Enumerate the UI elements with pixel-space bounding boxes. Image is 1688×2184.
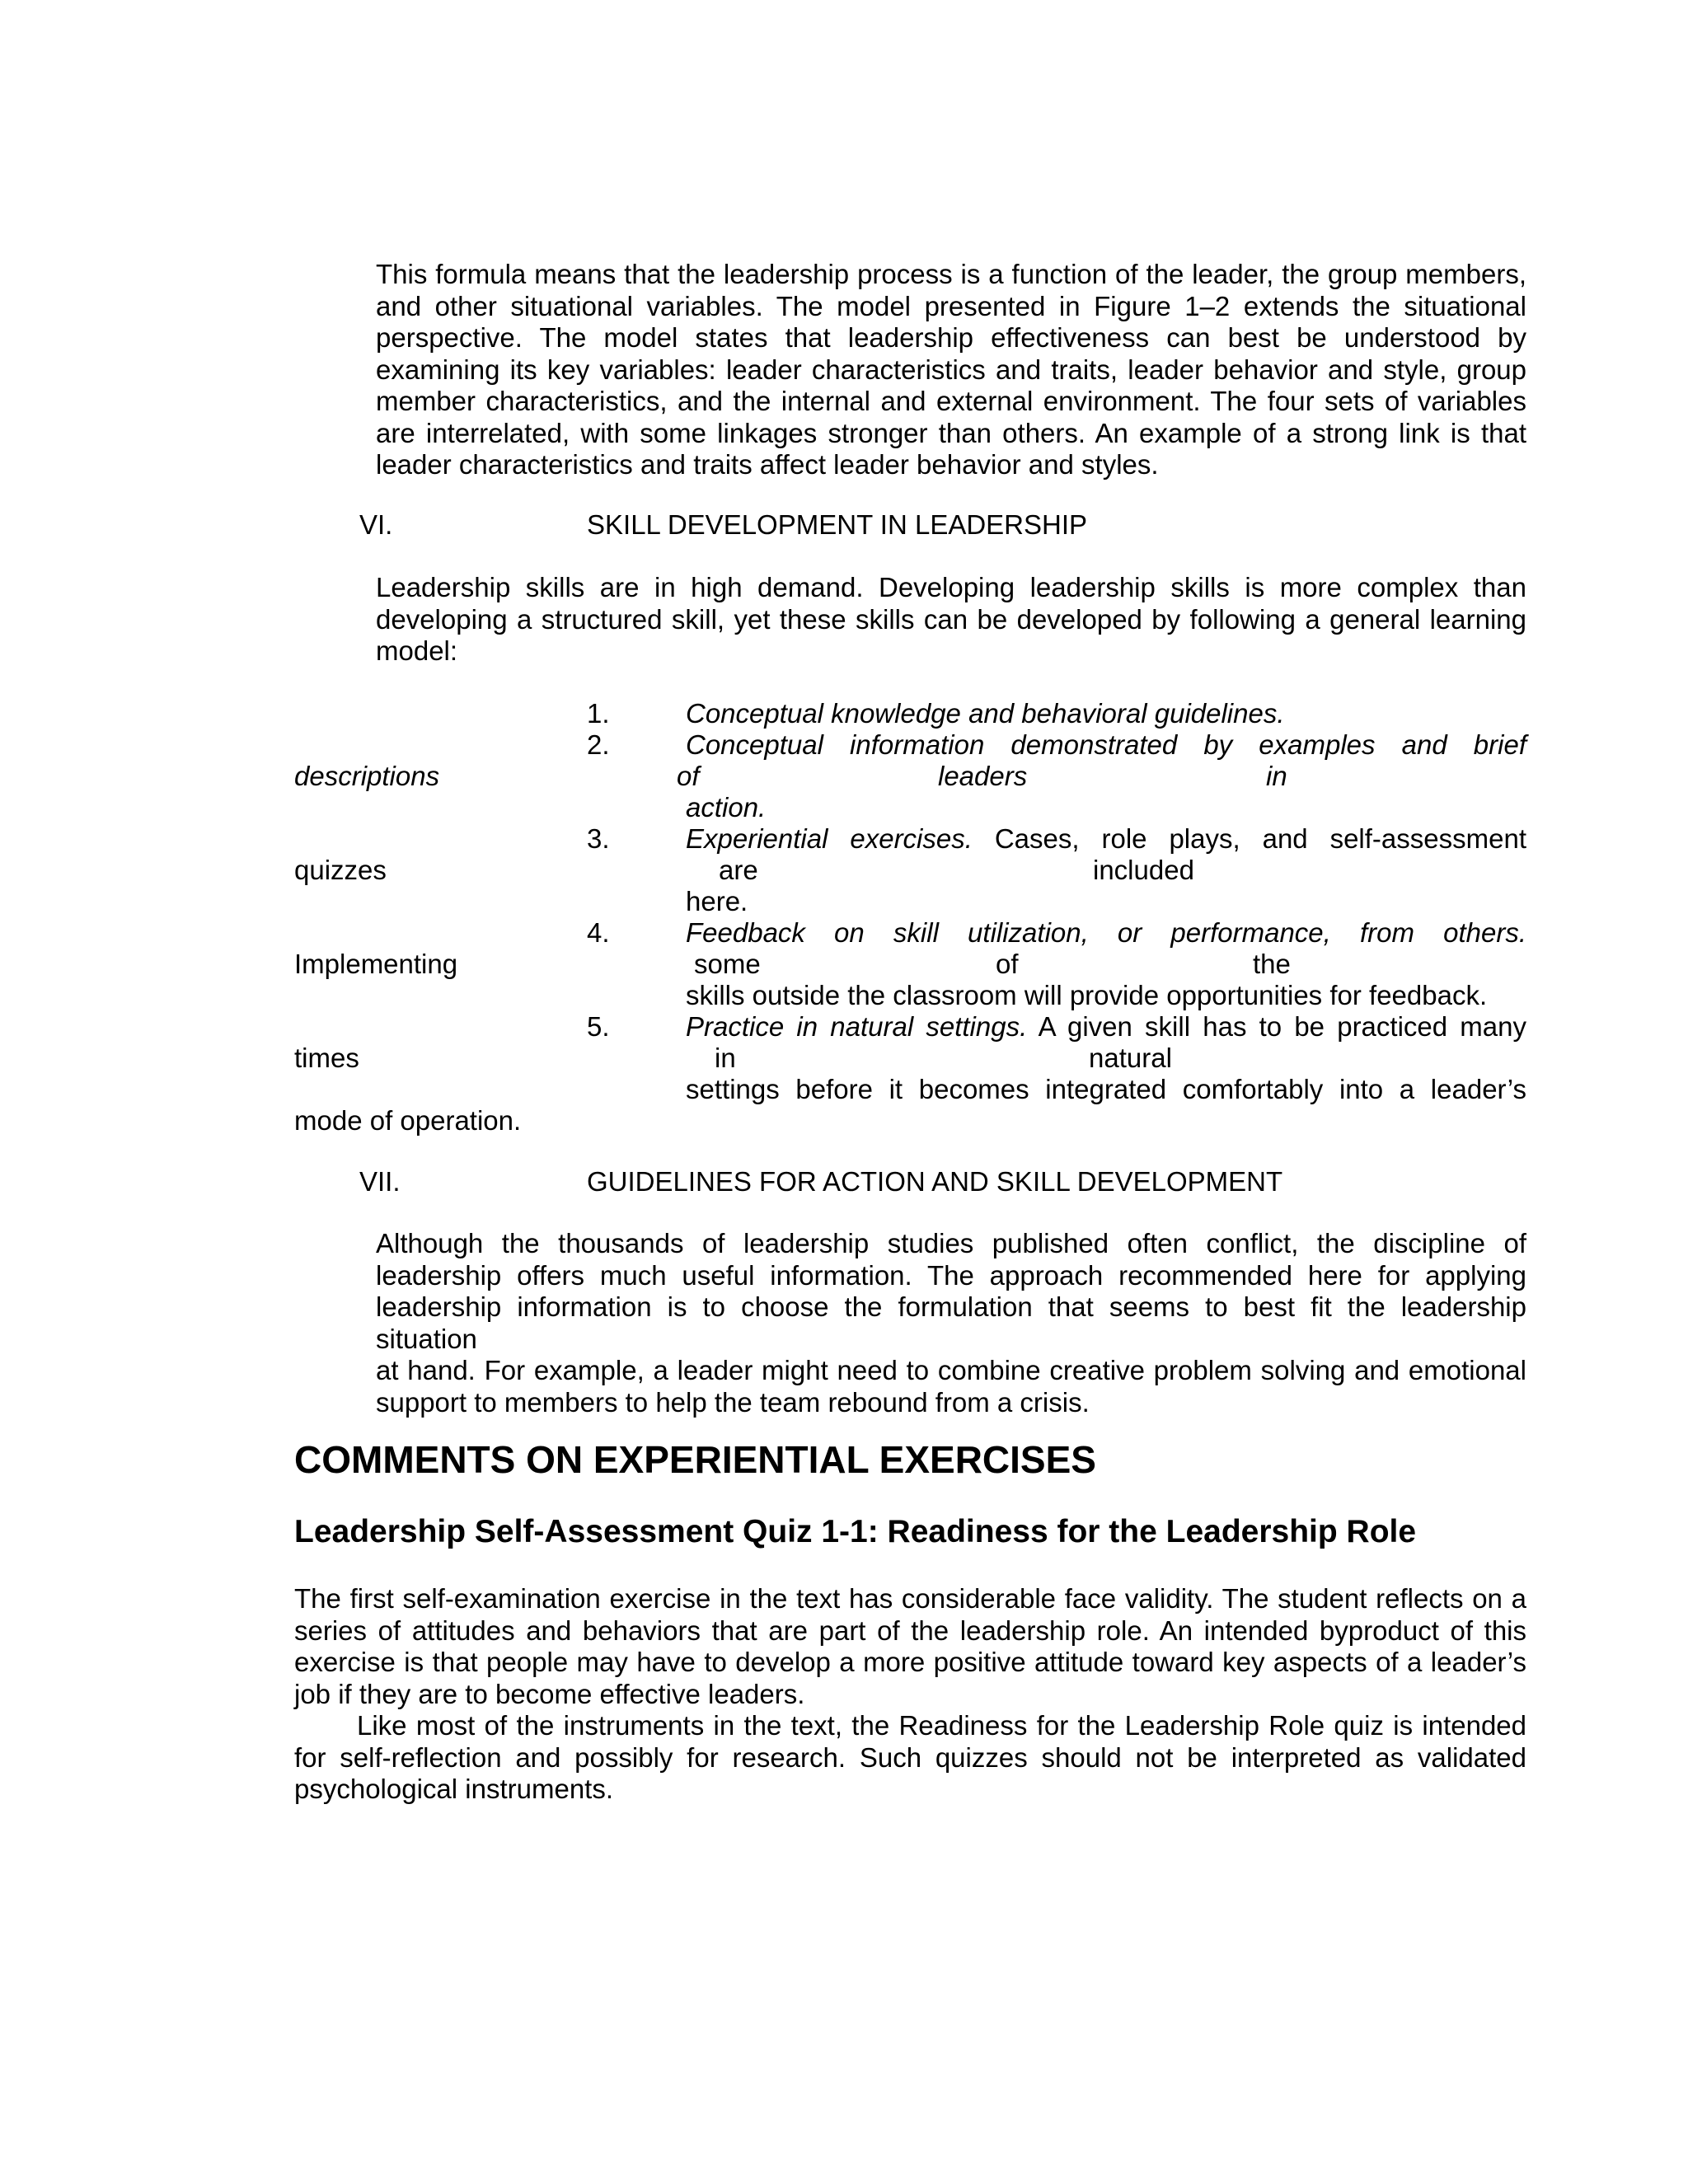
list-overflow-word: the (1253, 949, 1291, 979)
text-line: model: (376, 635, 458, 666)
text-line: leadership offers much useful information. The approach recommended here for applying (376, 1259, 1526, 1291)
list-number: 1. (587, 698, 610, 729)
list-continuation: action. (686, 792, 767, 823)
list-item-rest: Cases, role plays, and self-assessment (972, 823, 1526, 854)
text-line: The first self-examination exercise in the text has considerable face validity. The student reflects on a (294, 1583, 1526, 1614)
list-overflow-word: included (1093, 855, 1194, 885)
list-number: 4. (587, 917, 610, 948)
section-title: GUIDELINES FOR ACTION AND SKILL DEVELOPMENT (587, 1166, 1283, 1197)
text-line: This formula means that the leadership process is a function of the leader, the group members, (376, 259, 1526, 289)
comments-heading: COMMENTS ON EXPERIENTIAL EXERCISES (294, 1438, 1096, 1481)
list-overflow-left: times (294, 1043, 359, 1073)
list-item-text: Feedback on skill utilization, or performance, from others. (686, 917, 1526, 948)
text-line: exercise is that people may have to develop a more positive attitude toward key aspects of a leader’s (294, 1647, 1526, 1677)
text-line: and other situational variables. The model presented in Figure 1–2 extends the situational (376, 290, 1526, 321)
section-number: VII. (359, 1166, 401, 1197)
list-tail: mode of operation. (294, 1105, 522, 1136)
text-line: leadership information is to choose the formulation that seems to best fit the leadership situation (376, 1291, 1526, 1354)
list-item-rest: A given skill has to be practiced many (1027, 1011, 1526, 1042)
comments-paragraph (294, 1710, 1526, 1806)
list-overflow-word: of (996, 949, 1019, 979)
list-overflow-word: of (677, 761, 700, 791)
text-line: at hand. For example, a leader might need to combine creative problem solving and emotional (376, 1355, 1526, 1385)
text-line: support to members to help the team rebound from a crisis. (376, 1386, 1090, 1418)
text-line: developing a structured skill, yet these skills can be developed by following a general learning (376, 603, 1526, 635)
section-vi-paragraph (376, 572, 1526, 668)
list-item-text (686, 1011, 1526, 1043)
section-vii-paragraph (376, 1228, 1526, 1418)
quiz-subheading: Leadership Self-Assessment Quiz 1-1: Readiness for the Leadership Role (294, 1514, 1417, 1549)
list-number: 5. (587, 1011, 610, 1042)
list-overflow-word: in (1266, 761, 1287, 791)
text-line: Although the thousands of leadership studies published often conflict, the discipline of (376, 1228, 1526, 1258)
list-overflow-word: some (694, 949, 761, 979)
list-item-italic: Practice in natural settings. (686, 1011, 1028, 1042)
intro-paragraph (376, 259, 1526, 481)
list-overflow-word: leaders (938, 761, 1028, 791)
text-line: Leadership skills are in high demand. Developing leadership skills is more complex than (376, 572, 1526, 602)
text-line: perspective. The model states that leadership effectiveness can best be understood by (376, 322, 1526, 353)
text-line: examining its key variables: leader characteristics and traits, leader behavior and style, group (376, 354, 1526, 385)
comments-paragraph (294, 1583, 1526, 1710)
list-item-text (686, 823, 1526, 855)
list-overflow-word: natural (1089, 1043, 1172, 1073)
list-continuation: settings before it becomes integrated comfortably into a leader’s (686, 1074, 1526, 1104)
list-overflow-word: are (719, 855, 758, 885)
text-line: series of attitudes and behaviors that are part of the leadership role. An intended byproduct of this (294, 1615, 1526, 1646)
list-item-text: Conceptual information demonstrated by examples and brief (686, 729, 1526, 760)
list-overflow-left: descriptions (294, 761, 440, 791)
list-number: 3. (587, 823, 610, 854)
list-overflow-left: Implementing (294, 949, 458, 979)
list-number: 2. (587, 729, 610, 760)
text-line: Like most of the instruments in the text, the Readiness for the Leadership Role quiz is intended (357, 1710, 1526, 1741)
list-overflow-word: in (715, 1043, 736, 1073)
text-line: job if they are to become effective leaders. (294, 1678, 805, 1709)
list-continuation: skills outside the classroom will provide opportunities for feedback. (686, 980, 1488, 1010)
text-line: leader characteristics and traits affect leader behavior and styles. (376, 449, 1159, 480)
list-item-italic: Experiential exercises. (686, 823, 973, 854)
text-line: for self-reflection and possibly for research. Such quizzes should not be interpreted as validated (294, 1741, 1526, 1773)
list-continuation: here. (686, 886, 748, 916)
text-line: member characteristics, and the internal and external environment. The four sets of variables (376, 386, 1526, 416)
text-line: are interrelated, with some linkages stronger than others. An example of a strong link is that (376, 417, 1526, 448)
list-item-text: Conceptual knowledge and behavioral guidelines. (686, 698, 1285, 729)
section-title: SKILL DEVELOPMENT IN LEADERSHIP (587, 509, 1088, 540)
section-number: VI. (359, 509, 393, 540)
text-line: psychological instruments. (294, 1774, 614, 1804)
list-overflow-left: quizzes (294, 855, 387, 885)
